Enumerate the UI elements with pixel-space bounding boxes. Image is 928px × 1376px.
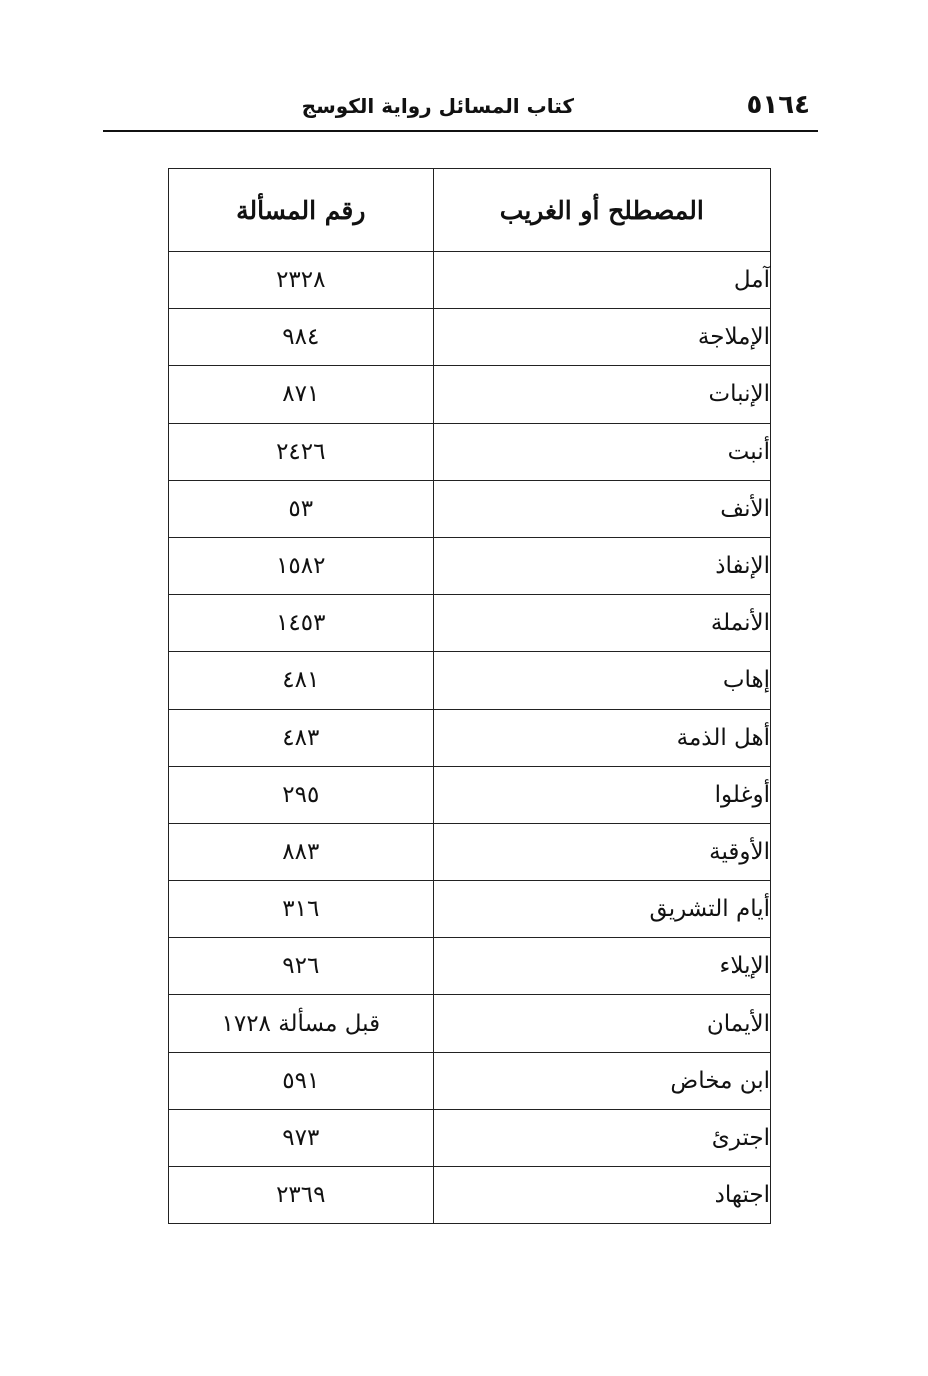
number-cell: ٩٨٤ (169, 309, 434, 366)
table-row (169, 252, 771, 309)
term-cell: الأنف (433, 480, 770, 537)
number-cell: ٤٨٣ (169, 709, 434, 766)
number-cell: ٤٨١ (169, 652, 434, 709)
table-row (169, 480, 771, 537)
table-row (169, 595, 771, 652)
number-cell: قبل مسألة ١٧٢٨ (169, 995, 434, 1052)
table-row (169, 652, 771, 709)
table-row (169, 366, 771, 423)
number-cell: ٩٧٣ (169, 1109, 434, 1166)
table-row (169, 1109, 771, 1166)
number-cell: ٢٩٥ (169, 766, 434, 823)
table-row (169, 881, 771, 938)
term-cell: الإملاجة (433, 309, 770, 366)
page-header (103, 80, 818, 132)
table-row (169, 1167, 771, 1224)
term-cell: الإيلاء (433, 938, 770, 995)
number-cell: ١٥٨٢ (169, 537, 434, 594)
term-cell: الأيمان (433, 995, 770, 1052)
table-row (169, 1052, 771, 1109)
table-row (169, 823, 771, 880)
term-cell: أهل الذمة (433, 709, 770, 766)
term-cell: الإنبات (433, 366, 770, 423)
table-row (169, 537, 771, 594)
table-row (169, 309, 771, 366)
term-cell: اجترئ (433, 1109, 770, 1166)
number-cell: ٩٢٦ (169, 938, 434, 995)
number-cell: ٢٤٢٦ (169, 423, 434, 480)
table-row (169, 938, 771, 995)
column-header-number: رقم المسألة (169, 169, 434, 252)
table-header-row (169, 169, 771, 252)
table-row (169, 995, 771, 1052)
term-cell: أيام التشريق (433, 881, 770, 938)
term-cell: الأنملة (433, 595, 770, 652)
number-cell: ٣١٦ (169, 881, 434, 938)
number-cell: ٢٣٦٩ (169, 1167, 434, 1224)
term-cell: اجتهاد (433, 1167, 770, 1224)
number-cell: ١٤٥٣ (169, 595, 434, 652)
table-row (169, 766, 771, 823)
term-cell: إهاب (433, 652, 770, 709)
number-cell: ٢٣٢٨ (169, 252, 434, 309)
number-cell: ٥٩١ (169, 1052, 434, 1109)
table-row (169, 423, 771, 480)
term-cell: أنبت (433, 423, 770, 480)
number-cell: ٨٧١ (169, 366, 434, 423)
running-title: كتاب المسائل رواية الكوسج (301, 94, 574, 118)
terms-table (168, 168, 771, 1224)
table-row (169, 709, 771, 766)
number-cell: ٨٨٣ (169, 823, 434, 880)
term-cell: الإنفاذ (433, 537, 770, 594)
column-header-term: المصطلح أو الغريب (433, 169, 770, 252)
number-cell: ٥٣ (169, 480, 434, 537)
term-cell: أوغلوا (433, 766, 770, 823)
page-number: ٥١٦٤ (746, 90, 810, 120)
term-cell: آمل (433, 252, 770, 309)
term-cell: ابن مخاض (433, 1052, 770, 1109)
term-cell: الأوقية (433, 823, 770, 880)
